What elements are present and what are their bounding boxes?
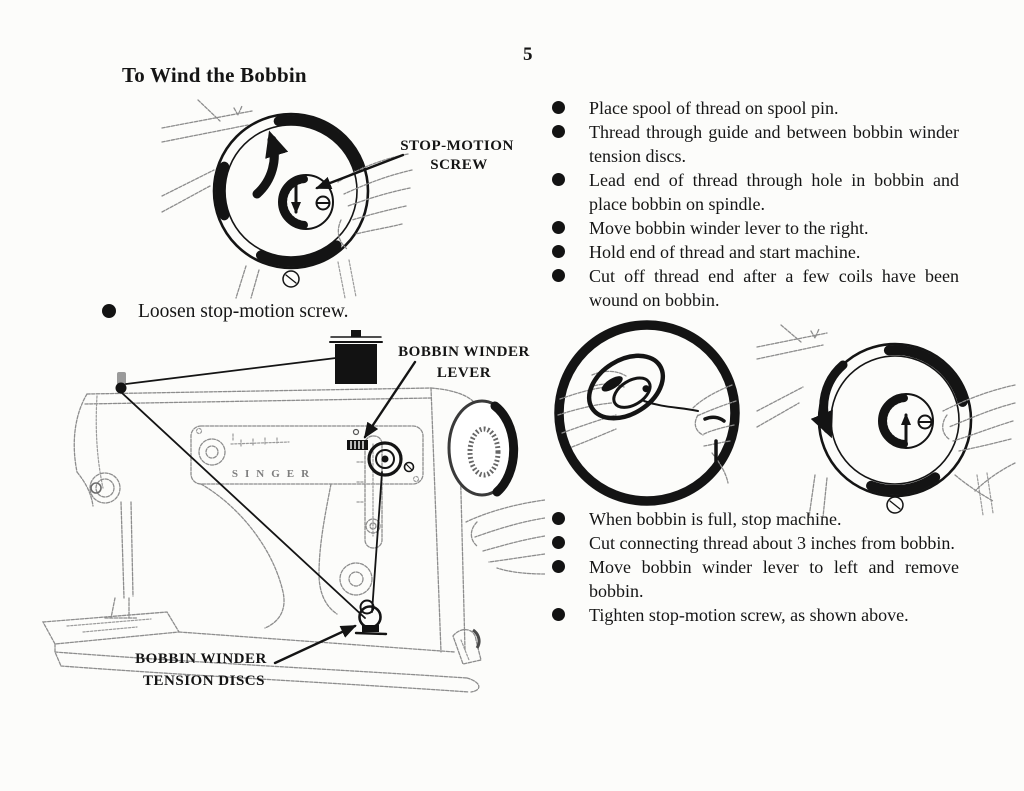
bullet-icon — [552, 245, 565, 258]
tension-discs-label-line2: TENSION DISCS — [143, 673, 265, 689]
instruction-text: Place spool of thread on spool pin. — [589, 98, 839, 118]
tighten-screw-figure — [755, 323, 1017, 518]
bullet-icon — [552, 173, 565, 186]
handwheel-icon — [214, 114, 368, 268]
bullet-icon — [552, 560, 565, 573]
thread-spool-icon — [330, 330, 382, 384]
turn-direction-arrow-icon — [257, 140, 274, 194]
thread-path-lines — [122, 358, 382, 618]
bullet-icon — [552, 269, 565, 282]
instruction-text: Move bobbin winder lever to left and remove bobbin. — [589, 557, 959, 601]
bobbin-on-spindle-icon — [369, 443, 414, 475]
turn-direction-arrow-icon — [824, 365, 843, 429]
instruction-text: Hold end of thread and start machine. — [589, 242, 861, 262]
hand-sketch — [338, 154, 412, 249]
instruction-text: Tighten stop-motion screw, as shown above. — [589, 605, 909, 625]
list-item — [552, 531, 959, 555]
page-number: 5 — [523, 44, 533, 65]
brand-logo: SINGER — [231, 468, 317, 480]
sewing-machine-figure — [25, 330, 545, 705]
bullet-icon — [552, 608, 565, 621]
bullet-icon — [102, 304, 116, 318]
tension-discs-label-line1: BOBBIN WINDER — [135, 651, 267, 667]
list-item — [552, 240, 959, 264]
list-item — [552, 216, 959, 240]
stop-motion-knob-icon — [279, 175, 333, 229]
handwheel-icon — [819, 344, 971, 496]
instruction-text: Lead end of thread through hole in bobbin and place bobbin on spindle. — [589, 170, 959, 214]
bullet-icon — [552, 221, 565, 234]
instruction-loosen-screw — [102, 300, 432, 324]
stop-motion-label-line2: SCREW — [430, 157, 488, 173]
winder-lever-label-line1: BOBBIN WINDER — [398, 344, 530, 360]
page-title: To Wind the Bobbin — [122, 63, 307, 87]
instruction-text: Loosen stop-motion screw. — [138, 301, 349, 322]
bullet-icon — [552, 536, 565, 549]
bobbin-icon — [578, 343, 674, 431]
instruction-text: Thread through guide and between bobbin winder tension discs. — [589, 122, 959, 166]
machine-body-sketch — [43, 388, 481, 692]
winder-lever-label-line2: LEVER — [436, 365, 492, 381]
instruction-text: Cut off thread end after a few coils have been wound on bobbin. — [589, 266, 959, 310]
instruction-text: Move bobbin winder lever to the right. — [589, 218, 869, 238]
instruction-text: Cut connecting thread about 3 inches from bobbin. — [589, 533, 955, 553]
list-item — [552, 168, 959, 216]
bullet-icon — [552, 512, 565, 525]
stop-motion-knob-icon — [879, 394, 933, 448]
list-item — [552, 507, 959, 531]
thread-end-line — [644, 401, 698, 411]
list-item — [552, 120, 959, 168]
finishing-instructions-list — [552, 507, 959, 627]
loosen-screw-figure — [160, 98, 560, 300]
bobbin-hands-figure — [548, 313, 748, 513]
list-item — [552, 264, 959, 312]
list-item — [552, 555, 959, 603]
stop-motion-label-line1: STOP-MOTION — [400, 138, 514, 154]
balance-wheel-icon — [449, 401, 515, 495]
inset-ring — [559, 325, 735, 501]
instruction-text: When bobbin is full, stop machine. — [589, 509, 842, 529]
tension-discs-icon — [356, 601, 386, 635]
bobbin-winder-lever-icon — [347, 430, 368, 451]
bullet-icon — [552, 125, 565, 138]
list-item — [552, 96, 959, 120]
winding-instructions-list — [552, 96, 959, 312]
hand-sketch — [466, 500, 545, 574]
list-item — [552, 603, 959, 627]
thread-guide-icon — [116, 372, 127, 394]
bullet-icon — [552, 101, 565, 114]
